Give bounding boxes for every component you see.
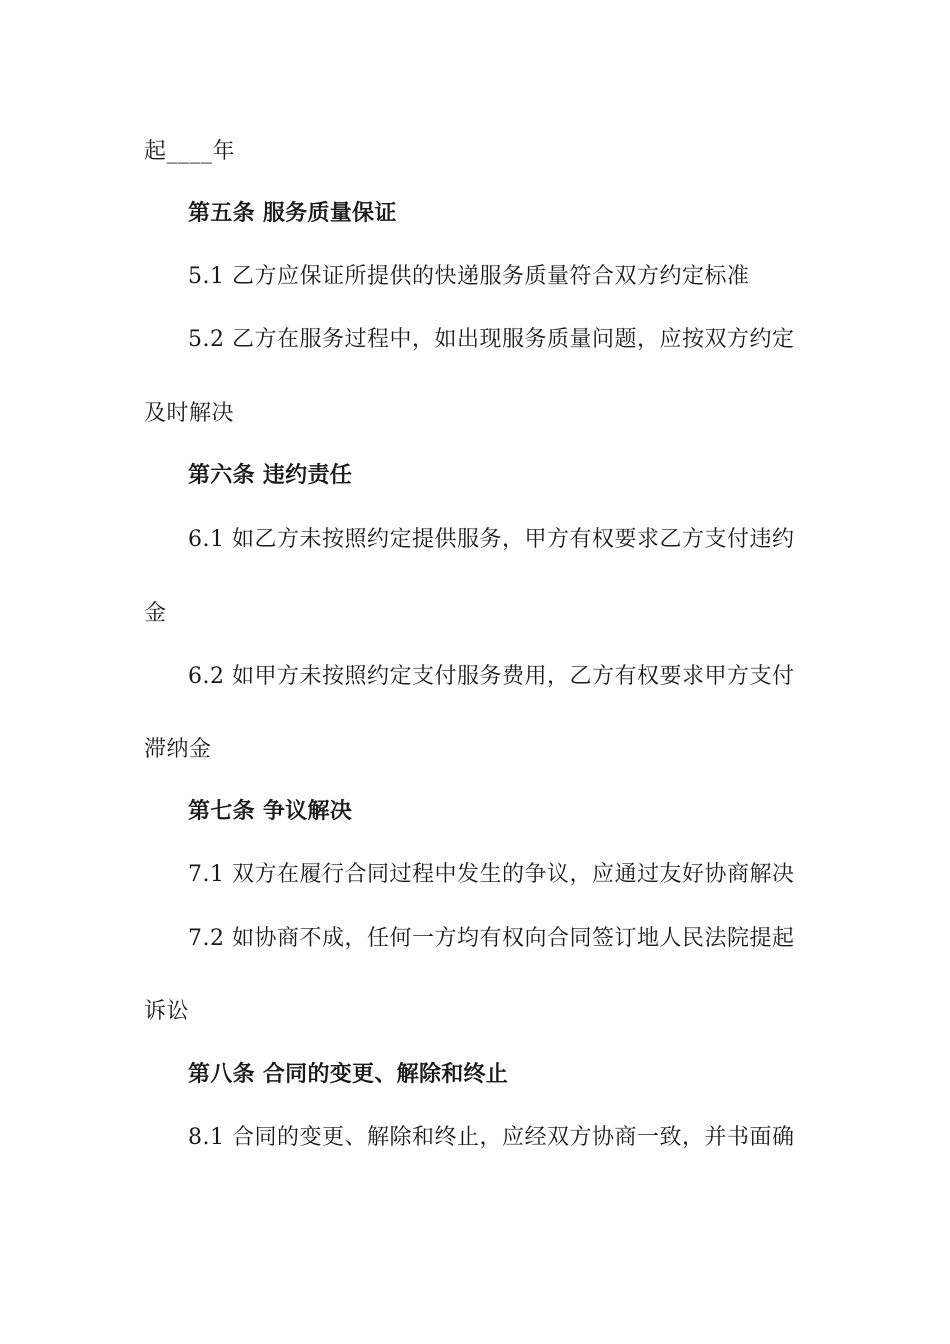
clause-5-1: 5.1 乙方应保证所提供的快递服务质量符合双方约定标准 [188,264,750,289]
clause-5-2-continued: 及时解决 [144,401,235,426]
clause-8-1: 8.1 合同的变更、解除和终止，应经双方协商一致，并书面确 [188,1125,795,1150]
section-heading-6: 第六条 违约责任 [188,463,353,488]
clause-6-1: 6.1 如乙方未按照约定提供服务，甲方有权要求乙方支付违约 [188,527,795,552]
clause-7-2: 7.2 如协商不成，任何一方均有权向合同签订地人民法院提起 [188,926,795,951]
clause-6-1-continued: 金 [144,601,167,626]
section-heading-5: 第五条 服务质量保证 [188,201,397,226]
clause-6-2-continued: 滞纳金 [144,737,212,762]
clause-6-2: 6.2 如甲方未按照约定支付服务费用，乙方有权要求甲方支付 [188,664,795,689]
text-line-start-year: 起____年 [144,139,236,164]
section-heading-8: 第八条 合同的变更、解除和终止 [188,1062,509,1087]
clause-7-1: 7.1 双方在履行合同过程中发生的争议，应通过友好协商解决 [188,862,795,887]
clause-7-2-continued: 诉讼 [144,999,190,1024]
clause-5-2: 5.2 乙方在服务过程中，如出现服务质量问题，应按双方约定 [188,327,795,352]
section-heading-7: 第七条 争议解决 [188,799,353,824]
